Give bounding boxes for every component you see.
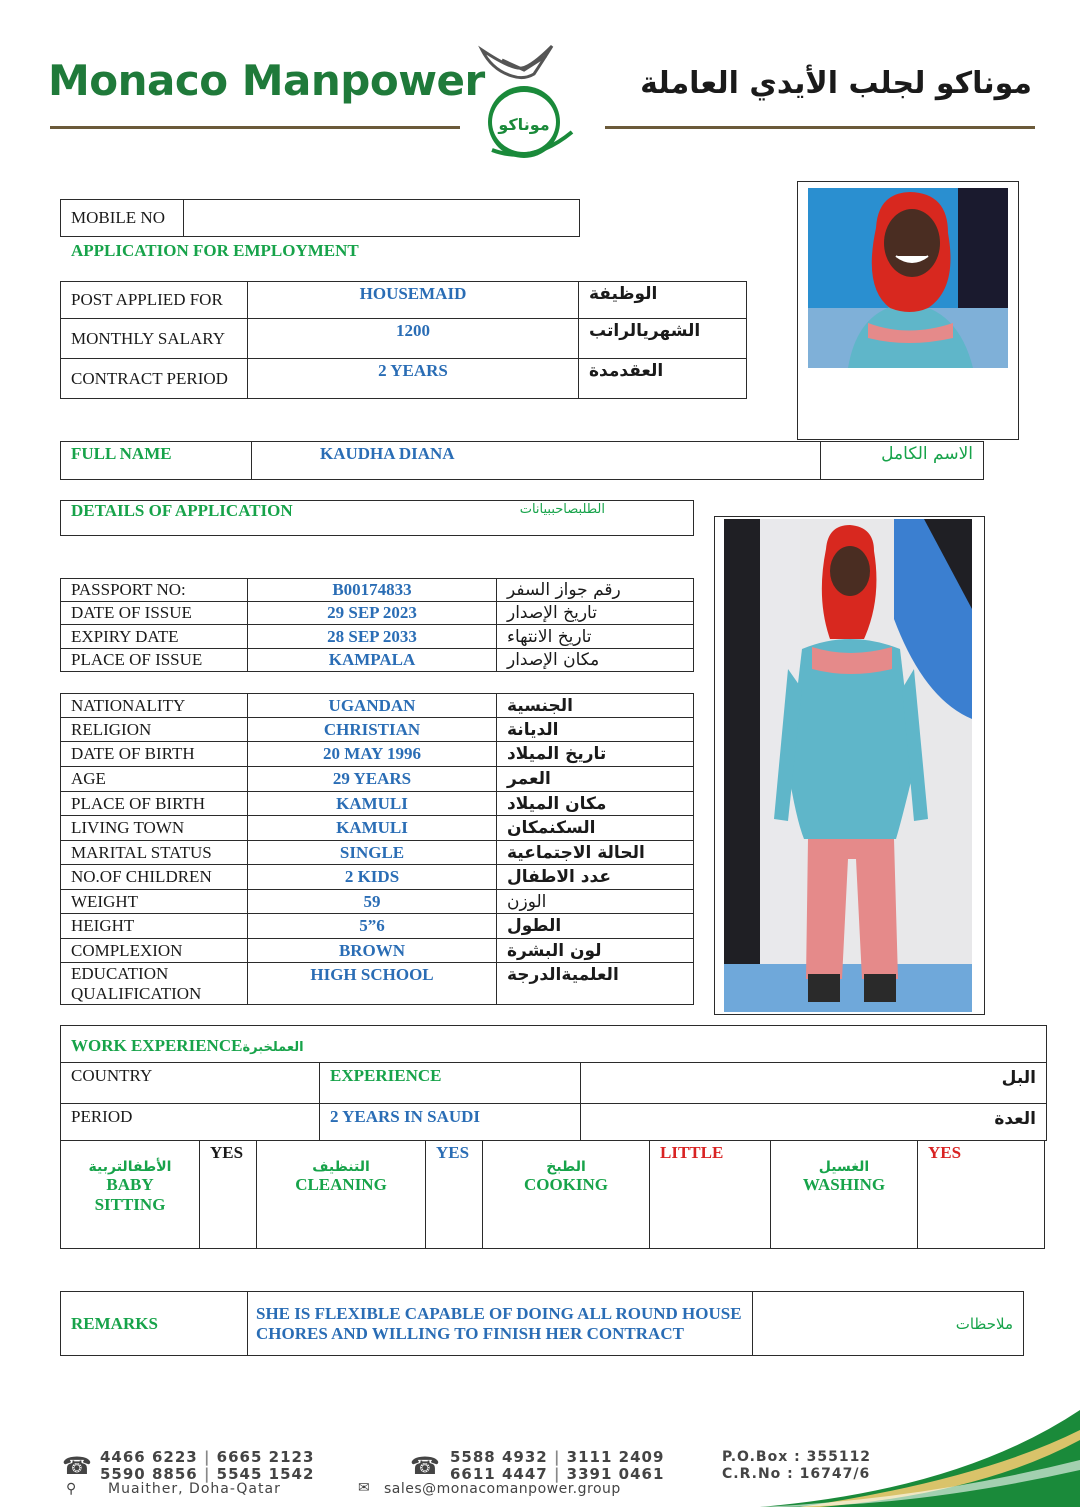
height-ar: الطول — [497, 914, 694, 939]
remarks-label: REMARKS — [61, 1292, 248, 1356]
brand-name-en: Monaco Manpower — [48, 56, 485, 105]
dob-ar: تاريخ الميلاد — [497, 742, 694, 767]
company-logo — [462, 40, 602, 160]
issue-value: 29 SEP 2023 — [248, 602, 497, 625]
age-label: AGE — [61, 767, 248, 792]
country-label: COUNTRY — [61, 1063, 320, 1104]
fullname-label: FULL NAME — [61, 442, 252, 480]
work-title-ar: العملخبرة — [242, 1039, 304, 1055]
religion-label: RELIGION — [61, 718, 248, 742]
phone-icon-left: ☎ — [62, 1454, 92, 1480]
marital-value: SINGLE — [248, 841, 497, 865]
footer-registry — [722, 1449, 871, 1483]
passport-ar: رقم جواز السفر — [497, 579, 694, 602]
skill-baby-sitting-level: YES — [200, 1141, 257, 1249]
footer-address: Muaither, Doha-Qatar — [108, 1481, 281, 1497]
children-ar: عدد الاطفال — [497, 865, 694, 890]
portrait-photo-frame — [797, 181, 1019, 440]
dob-label: DATE OF BIRTH — [61, 742, 248, 767]
issue-label: DATE OF ISSUE — [61, 602, 248, 625]
height-label: HEIGHT — [61, 914, 248, 939]
mobile-label: MOBILE NO — [61, 200, 184, 237]
skill-baby-sitting-ar: الأطفالتربية — [88, 1159, 172, 1175]
pob-value: KAMULI — [248, 792, 497, 816]
portrait-photo — [808, 188, 1008, 368]
skill-cooking-level: LITTLE — [650, 1141, 771, 1249]
period-value: 2 YEARS IN SAUDI — [320, 1104, 581, 1141]
skill-cleaning-ar: التنظيف — [312, 1159, 370, 1175]
footer-cr-no: C.R.No : 16747/6 — [722, 1466, 871, 1482]
work-table — [60, 1025, 1047, 1141]
skill-washing-ar: الغسيل — [818, 1159, 870, 1175]
mobile-table — [60, 199, 580, 237]
fullname-ar: الاسم الكامل — [821, 442, 984, 480]
children-value: 2 KIDS — [248, 865, 497, 890]
education-label: EDUCATION QUALIFICATION — [61, 963, 248, 1005]
weight-label: WEIGHT — [61, 890, 248, 914]
post-label: POST APPLIED FOR — [61, 282, 248, 319]
nationality-value: UGANDAN — [248, 694, 497, 718]
footer-phone-3: 5588 4932 | 3111 2409 — [450, 1448, 665, 1466]
remarks-ar: ملاحظات — [753, 1292, 1024, 1356]
footer-po-box: P.O.Box : 355112 — [722, 1449, 872, 1465]
pob-ar: مكان الميلاد — [497, 792, 694, 816]
passport-label: PASSPORT NO: — [61, 579, 248, 602]
complexion-value: BROWN — [248, 939, 497, 963]
header-rule-left — [50, 126, 460, 129]
phone-icon-right: ☎ — [410, 1454, 440, 1480]
religion-ar: الديانة — [497, 718, 694, 742]
contract-label: CONTRACT PERIOD — [61, 359, 248, 399]
nationality-ar: الجنسية — [497, 694, 694, 718]
mobile-value — [184, 200, 580, 237]
passport-value: B00174833 — [248, 579, 497, 602]
footer-phone-4: 6611 4447 | 3391 0461 — [450, 1465, 665, 1483]
brand-name-ar: موناكو لجلب الأيدي العاملة — [640, 66, 1032, 101]
remarks-value: SHE IS FLEXIBLE CAPABLE OF DOING ALL ROUND HOUSE CHORES AND WILLING TO FINISH HER CONTRACT — [248, 1292, 753, 1356]
contract-ar: العقدمدة — [579, 359, 747, 399]
email-icon: ✉ — [358, 1481, 370, 1496]
country-ar: البل — [581, 1063, 1047, 1104]
dob-value: 20 MAY 1996 — [248, 742, 497, 767]
living-town-value: KAMULI — [248, 816, 497, 841]
place-issue-value: KAMPALA — [248, 649, 497, 672]
footer-phones-right — [450, 1449, 664, 1483]
weight-ar: الوزن — [497, 890, 694, 914]
nationality-label: NATIONALITY — [61, 694, 248, 718]
place-issue-ar: مكان الإصدار — [497, 649, 694, 672]
skill-washing-level: YES — [918, 1141, 1045, 1249]
weight-value: 59 — [248, 890, 497, 914]
age-value: 29 YEARS — [248, 767, 497, 792]
work-title-cell — [61, 1026, 1047, 1063]
footer-phone-2: 5590 8856 | 5545 1542 — [100, 1465, 315, 1483]
work-title: WORK EXPERIENCE — [71, 1035, 243, 1055]
salary-value: 1200 — [248, 319, 579, 359]
fullname-value: KAUDHA DIANA — [252, 442, 821, 480]
contract-value: 2 YEARS — [248, 359, 579, 399]
details-label: DETAILS OF APPLICATION — [71, 501, 293, 520]
skills-table — [60, 1140, 1045, 1249]
marital-label: MARITAL STATUS — [61, 841, 248, 865]
full-body-photo-frame — [714, 516, 985, 1015]
period-label: PERIOD — [61, 1104, 320, 1141]
living-town-label: LIVING TOWN — [61, 816, 248, 841]
height-value: 5”6 — [248, 914, 497, 939]
salary-ar: الشهريالراتب — [579, 319, 747, 359]
salary-label: MONTHLY SALARY — [61, 319, 248, 359]
skill-cleaning — [257, 1141, 426, 1249]
expiry-label: EXPIRY DATE — [61, 625, 248, 649]
location-icon: ⚲ — [66, 1482, 77, 1497]
living-town-ar: السكنمكان — [497, 816, 694, 841]
passport-table — [60, 578, 694, 672]
religion-value: CHRISTIAN — [248, 718, 497, 742]
application-title: APPLICATION FOR EMPLOYMENT — [71, 241, 359, 260]
full-body-photo — [724, 519, 972, 1012]
skill-washing-en: WASHING — [802, 1175, 886, 1194]
skill-washing — [771, 1141, 918, 1249]
personal-table — [60, 693, 694, 1005]
footer-phone-1: 4466 6223 | 6665 2123 — [100, 1448, 315, 1466]
place-issue-label: PLACE OF ISSUE — [61, 649, 248, 672]
country-value: EXPERIENCE — [320, 1063, 581, 1104]
footer-phones-left — [100, 1449, 314, 1483]
post-ar: الوظيفة — [579, 282, 747, 319]
expiry-ar: تاريخ الانتهاء — [497, 625, 694, 649]
education-ar: العلميةالدرجة — [497, 963, 694, 1005]
expiry-value: 28 SEP 2033 — [248, 625, 497, 649]
skill-cooking-ar: الطبخ — [546, 1159, 586, 1175]
skill-cleaning-en: CLEANING — [295, 1175, 387, 1194]
education-value: HIGH SCHOOL — [248, 963, 497, 1005]
complexion-ar: لون البشرة — [497, 939, 694, 963]
complexion-label: COMPLEXION — [61, 939, 248, 963]
logo-text: موناكو — [498, 115, 550, 134]
children-label: NO.OF CHILDREN — [61, 865, 248, 890]
remarks-table — [60, 1291, 1024, 1356]
pob-label: PLACE OF BIRTH — [61, 792, 248, 816]
period-ar: العدة — [581, 1104, 1047, 1141]
skill-cooking — [483, 1141, 650, 1249]
skill-cooking-en: COOKING — [523, 1175, 609, 1194]
marital-ar: الحالة الاجتماعية — [497, 841, 694, 865]
issue-ar: تاريخ الإصدار — [497, 602, 694, 625]
details-ar: الطلبصاحببيانات — [519, 502, 605, 517]
skill-cleaning-level: YES — [426, 1141, 483, 1249]
post-table — [60, 281, 747, 399]
fullname-table — [60, 441, 984, 480]
post-value: HOUSEMAID — [248, 282, 579, 319]
age-ar: العمر — [497, 767, 694, 792]
header-rule-right — [605, 126, 1035, 129]
footer-email[interactable]: sales@monacomanpower.group — [384, 1481, 621, 1497]
skill-baby-sitting — [61, 1141, 200, 1249]
skill-baby-sitting-en: BABY SITTING — [94, 1175, 166, 1214]
